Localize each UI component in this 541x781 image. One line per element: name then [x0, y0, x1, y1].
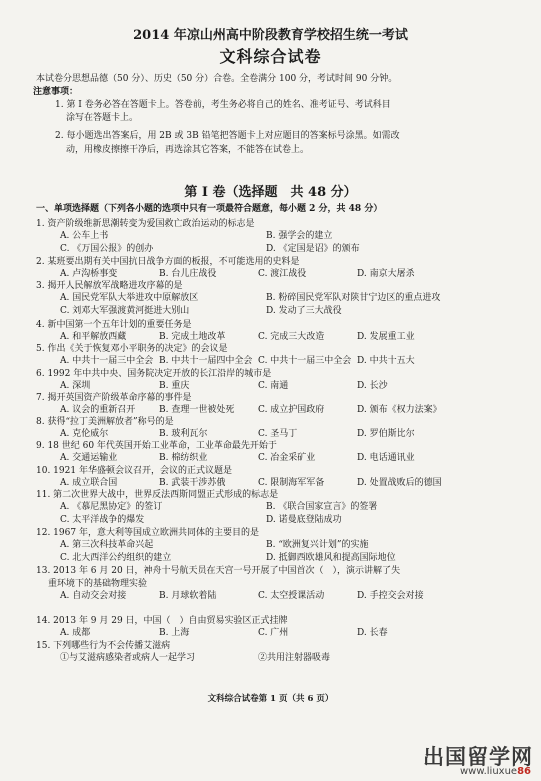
option-c: C. 太平洋战争的爆发	[60, 515, 145, 525]
option-c: C. 中共十一届三中全会	[258, 356, 352, 366]
option-a: A. 成都	[60, 628, 91, 638]
section-instruction: 一、单项选择题（下列各小题的选项中只有一项最符合题意，每小题 2 分，共 48 分）	[36, 204, 383, 214]
question-stem: 9. 18 世纪 60 年代英国开始工业革命，工业革命最先开始于	[36, 441, 277, 451]
option-a: A. 成立联合国	[60, 478, 118, 488]
option-b: B. 完成土地改革	[159, 332, 226, 342]
option-c: C. 冶金采矿业	[258, 453, 316, 463]
option-b: ②共用注射器吸毒	[258, 653, 331, 663]
option-d: D. 南京大屠杀	[357, 269, 415, 279]
question-stem: 1. 资产阶级维新思潮转变为爱国救亡政治运动的标志是	[36, 219, 255, 229]
option-b: B. 玻利瓦尔	[159, 429, 208, 439]
option-c: C. 广州	[258, 628, 289, 638]
option-a: A. 克伦威尔	[60, 429, 109, 439]
option-b: B. 台儿庄战役	[159, 269, 217, 279]
page-footer: 文科综合试卷第 1 页（共 6 页）	[207, 694, 334, 704]
section-title: 第 I 卷（选择题 共 48 分）	[184, 185, 357, 200]
option-a: A. 自动交会对接	[60, 591, 127, 601]
note-2-line-2: 动，用橡皮擦擦干净后，再选涂其它答案，不能答在试卷上。	[66, 145, 310, 155]
option-c: C. 完成三大改造	[258, 332, 325, 342]
option-b: B. 上海	[159, 628, 190, 638]
option-d: D. 发动了三大战役	[266, 306, 342, 316]
exam-title: 2014 年凉山州高中阶段教育学校招生统一考试	[133, 28, 408, 43]
question-stem: 13. 2013 年 6 月 20 日，神舟十号航天员在天宫一号开展了中国首次（ ），演示讲解了失	[36, 566, 401, 576]
watermark-url: www.liuxue86	[459, 766, 531, 777]
option-d: D. 抵御西欧雄风和提高国际地位	[266, 553, 396, 563]
notes-heading: 注意事项：	[33, 87, 79, 97]
option-a: A. 第三次科技革命兴起	[60, 540, 154, 550]
question-stem: 2. 某班要出期有关中国抗日战争方面的板报，不可能选用的史料是	[36, 257, 300, 267]
option-d: D. 长沙	[357, 381, 388, 391]
option-a: A. 公车上书	[60, 231, 109, 241]
option-d: D. 颁布《权力法案》	[357, 405, 442, 415]
option-c: C. 刘邓大军强渡黄河挺进大别山	[60, 306, 190, 316]
question-stem: 4. 新中国第一个五年计划的重要任务是	[36, 320, 192, 330]
note-2-line-1: 2. 每小题选出答案后，用 2B 或 3B 铅笔把答题卡上对应题目的答案标号涂黑。如需改	[55, 131, 400, 141]
option-a: A. 和平解放西藏	[60, 332, 127, 342]
option-d: D. 发展重工业	[357, 332, 415, 342]
question-stem: 6. 1992 年中共中央、国务院决定开放的长江沿岸的城市是	[36, 369, 272, 379]
option-a: A. 议会的重新召开	[60, 405, 136, 415]
option-b: B. 武装干涉苏俄	[159, 478, 226, 488]
intro-text: 本试卷分思想品德（50 分）、历史（50 分）合卷。全卷满分 100 分，考试时间 90 分钟。	[36, 74, 398, 84]
option-d: D. 罗伯斯比尔	[357, 429, 415, 439]
note-1-line-2: 涂写在答题卡上。	[66, 113, 139, 123]
question-stem: 11. 第二次世界大战中，世界反法西斯同盟正式形成的标志是	[36, 490, 279, 500]
option-c: C. 北大西洋公约组织的建立	[60, 553, 172, 563]
note-1-line-1: 1. 第 I 卷务必答在答题卡上。答卷前，考生务必将自己的姓名、准考证号、考试科目	[55, 100, 391, 110]
option-d: D. 电话通讯业	[357, 453, 415, 463]
option-a: A. 《慕尼黑协定》的签订	[60, 502, 163, 512]
question-stem-cont: 重环境下的基础物理实验	[48, 579, 148, 589]
option-b: B. 中共十一届四中全会	[159, 356, 253, 366]
option-a: A. 国民党军队大举进攻中原解放区	[60, 293, 199, 303]
option-b: B. “欧洲复兴计划”的实施	[266, 540, 369, 550]
exam-subtitle: 文科综合试卷	[219, 47, 322, 66]
watermark-cn: 出国留学网	[423, 745, 533, 769]
option-c: C. 圣马丁	[258, 429, 298, 439]
question-stem: 8. 获得“拉丁美洲解放者”称号的是	[36, 417, 174, 427]
option-a: A. 交通运输业	[60, 453, 118, 463]
question-stem: 7. 揭开英国资产阶级革命序幕的事件是	[36, 393, 192, 403]
question-stem: 5. 作出《关于恢复邓小平职务的决定》的会议是	[36, 344, 228, 354]
question-stem: 10. 1921 年华盛顿会议召开，会议的正式议题是	[36, 466, 232, 476]
option-b: B. 月球软着陆	[159, 591, 217, 601]
site-watermark	[396, 741, 541, 781]
option-b: B. 棉纺织业	[159, 453, 208, 463]
option-c: C. 限制海军军备	[258, 478, 325, 488]
option-c: C. 渡江战役	[258, 269, 307, 279]
option-b: B. 强学会的建立	[266, 231, 333, 241]
option-d: D. 诺曼底登陆成功	[266, 515, 342, 525]
option-a: A. 卢沟桥事变	[60, 269, 118, 279]
option-c: C. 成立护国政府	[258, 405, 325, 415]
option-c: C. 南通	[258, 381, 289, 391]
option-d: D. 中共十五大	[357, 356, 415, 366]
question-stem: 15. 下列哪些行为不会传播艾滋病	[36, 641, 171, 651]
question-stem: 3. 揭开人民解放军战略进攻序幕的是	[36, 281, 183, 291]
option-b: B. 粉碎国民党军队对陕甘宁边区的重点进攻	[266, 293, 441, 303]
question-stem: 12. 1967 年，意大利等国成立欧洲共同体的主要目的是	[36, 528, 259, 538]
option-a: A. 深圳	[60, 381, 91, 391]
option-a: A. 中共十一届三中全会	[60, 356, 154, 366]
option-b: B. 查理一世被处死	[159, 405, 235, 415]
option-d: D. 《定国是诏》的颁布	[266, 244, 360, 254]
option-d: D. 处置战败后的德国	[357, 478, 442, 488]
option-a: ①与艾滋病感染者或病人一起学习	[60, 653, 196, 663]
option-d: D. 手控交会对接	[357, 591, 424, 601]
option-c: C. 太空授课活动	[258, 591, 325, 601]
option-b: B. 《联合国家宣言》的签署	[266, 502, 378, 512]
option-c: C. 《万国公报》的创办	[60, 244, 154, 254]
option-d: D. 长春	[357, 628, 388, 638]
question-stem: 14. 2013 年 9 月 29 日，中国（ ）自由贸易实验区正式挂牌	[36, 616, 288, 626]
option-b: B. 重庆	[159, 381, 190, 391]
